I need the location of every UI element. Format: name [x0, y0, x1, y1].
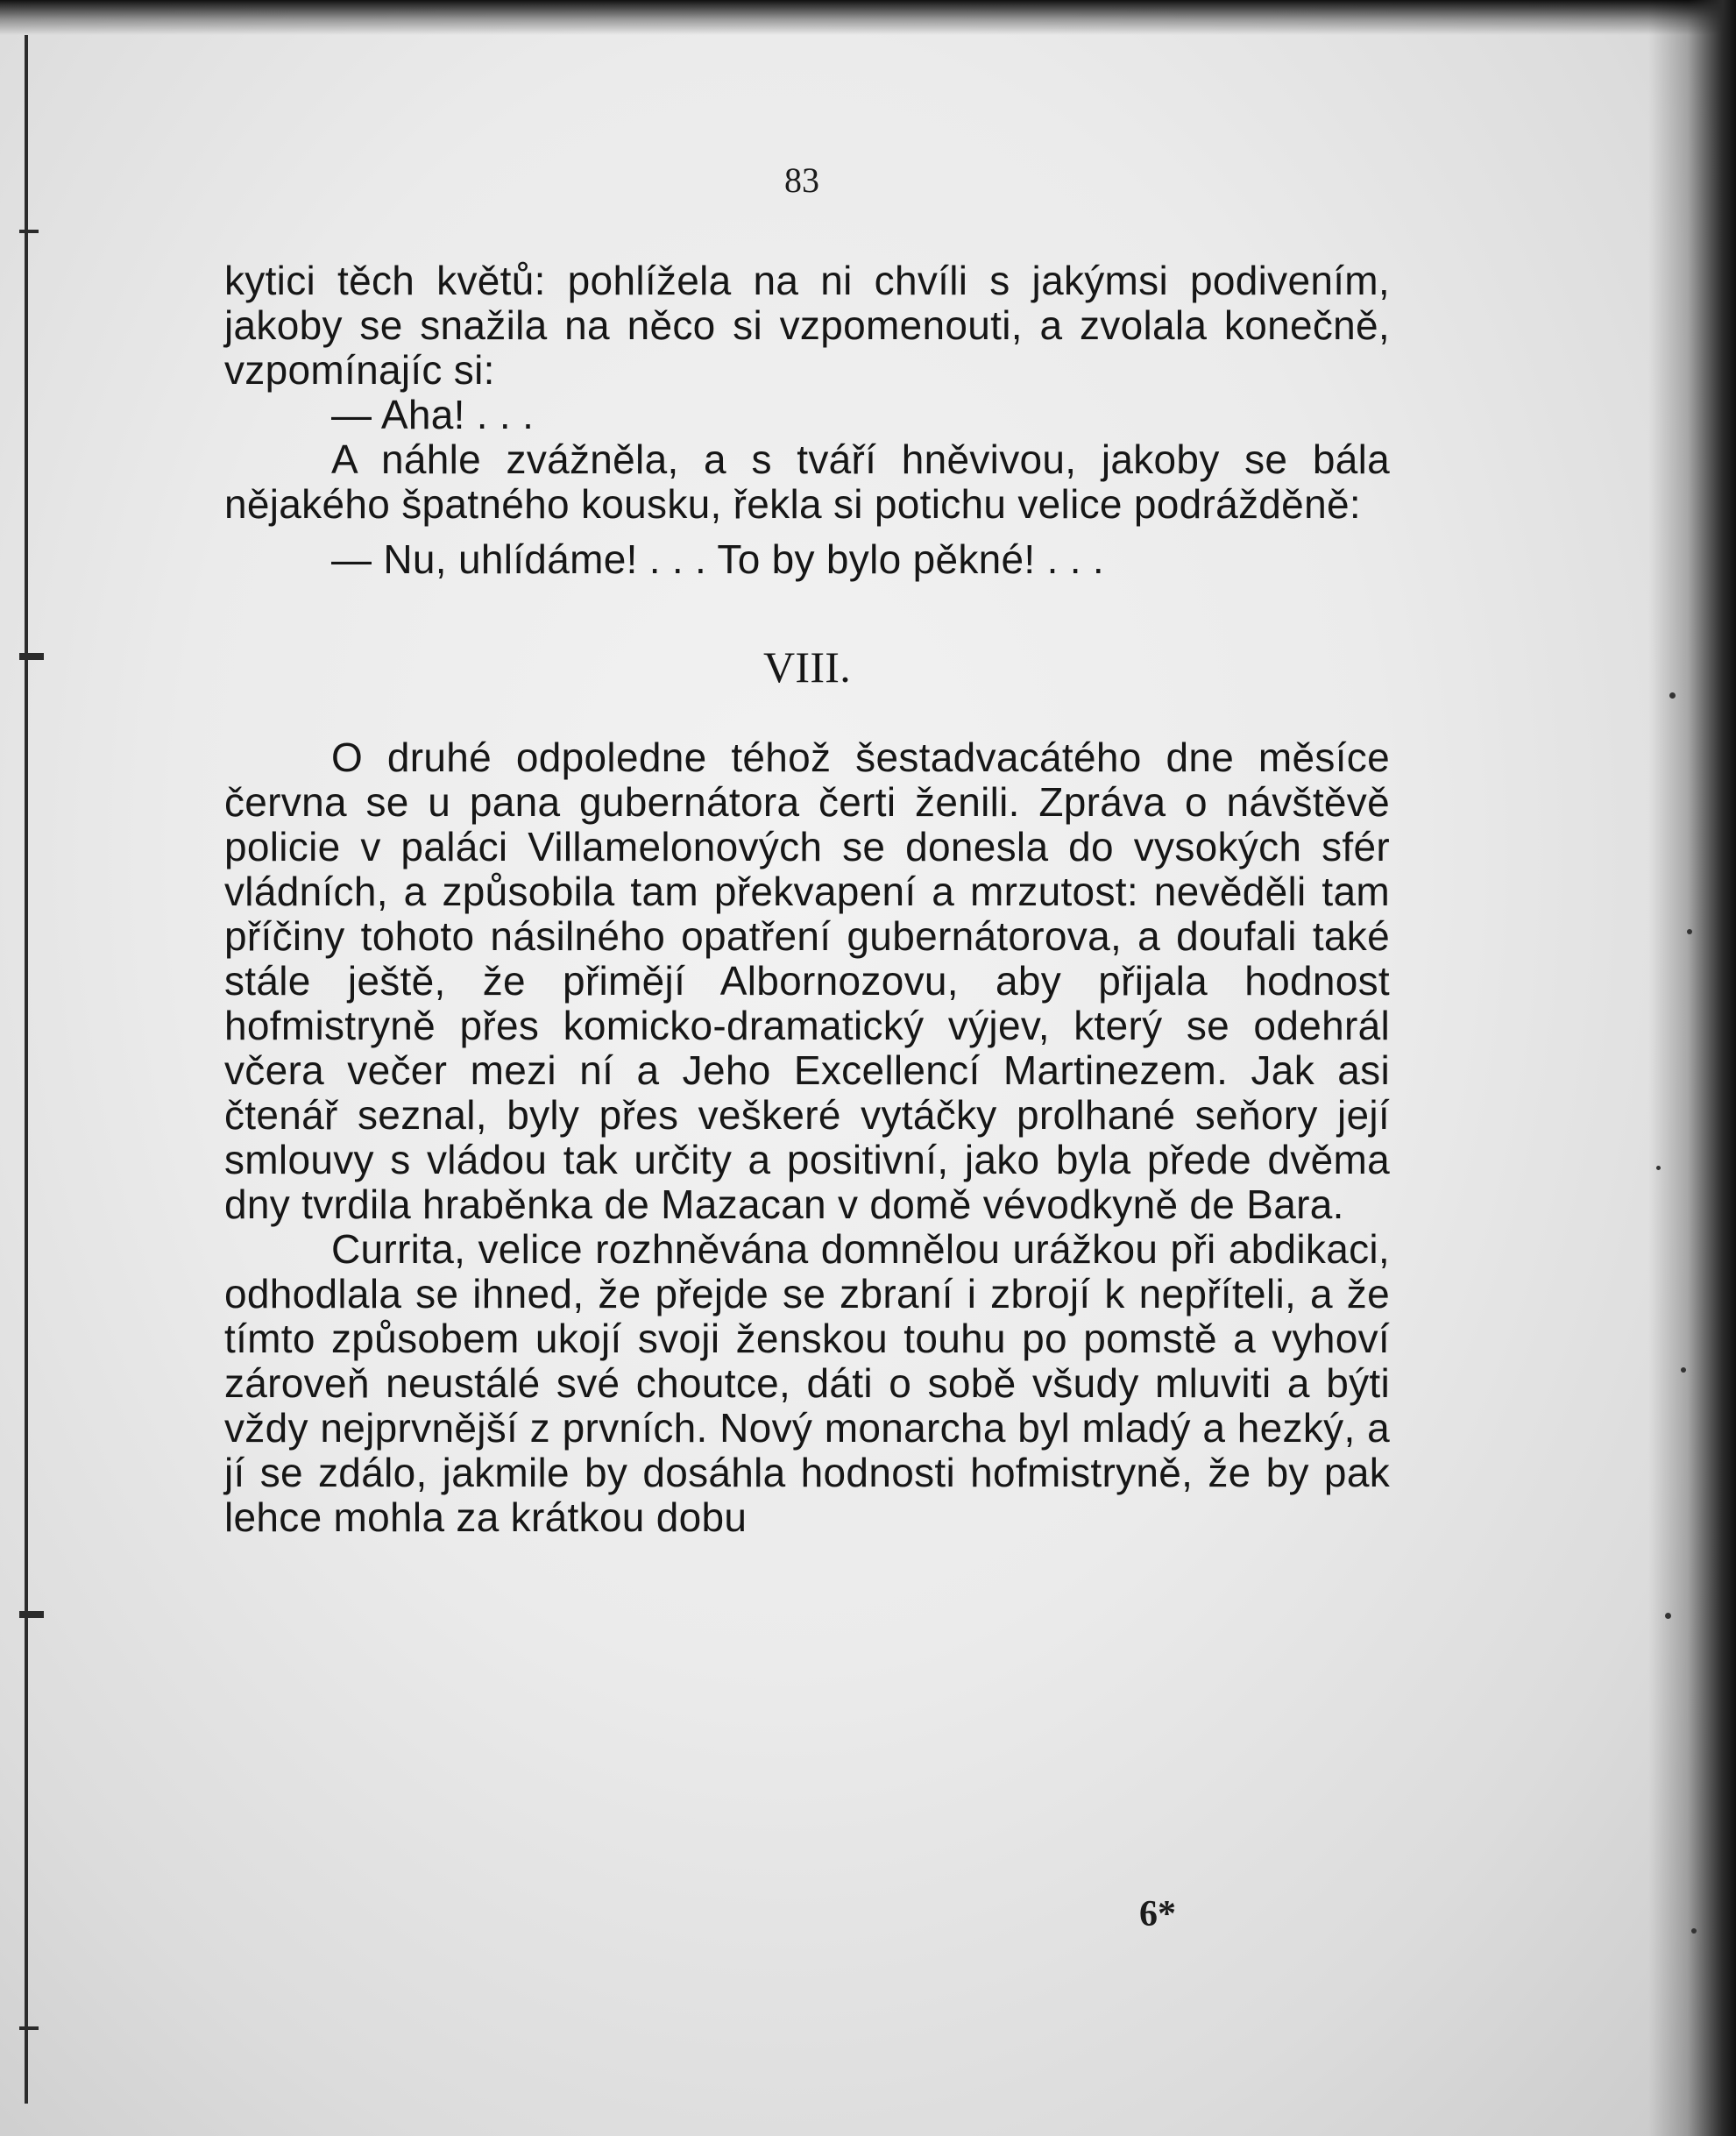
scan-speck	[1681, 1367, 1686, 1373]
scan-speck	[1691, 1928, 1697, 1934]
paragraph: Currita, velice rozhněvána domnělou urážkou při abdikaci, odhodlala se ihned, že přejde se zbraní i zbrojí k nepříteli, a že tímto způsobem ukojí svoji ženskou touhu po pomstě a vyhoví zároveň neustálé své choutce, dáti o sobě všudy mluviti a býti vždy nejprvnější z prvních. Nový monarcha byl mladý a hezký, a jí se zdálo, jakmile by dosáhla hodnosti hofmistryně, že by pak lehce mohla za krátkou dobu	[224, 1226, 1390, 1540]
dialog-line: — Aha! . . .	[331, 392, 535, 437]
paragraph: O druhé odpoledne téhož šestadvacátého dne měsíce června se u pana gubernátora čerti ženili. Zpráva o návštěvě policie v paláci Villamelonových se donesla do vysokých sfér vládních, a způsobila tam překvapení a mrzutost: nevěděli tam příčiny tohoto násilného opatření gubernátorova, a doufali také stále ještě, že přimějí Albornozovu, aby přijala hodnost hofmistryně přes komicko-dramatický výjev, který se odehrál včera večer mezi ní a Jeho Excellencí Martinezem. Jak asi čtenář seznal, byly přes veškeré vytáčky prolhané seňory její smlouvy s vládou tak určity a positivní, jako byla přede dvěma dny tvrdila hraběnka de Mazacan v domě vévodkyně de Bara.	[224, 734, 1390, 1227]
paragraph: kytici těch květů: pohlížela na ni chvíli s jakýmsi podivením, jakoby se snažila na něco si vzpomenouti, a zvolala konečně, vzpomínajíc si:	[224, 258, 1390, 393]
signature-mark: 6*	[1139, 1894, 1176, 1934]
paragraph: A náhle zvážněla, a s tváří hněvivou, jakoby se bála nějakého špatného kousku, řekla si potichu velice podrážděně:	[224, 436, 1390, 527]
margin-tick	[19, 2026, 39, 2030]
dialog-line: — Nu, uhlídáme! . . . To by bylo pěkné! . . .	[331, 536, 1104, 582]
chapter-heading: VIII.	[762, 642, 852, 692]
right-edge-shadow	[1648, 0, 1736, 2136]
scan-speck	[1665, 1613, 1671, 1619]
margin-tick	[19, 653, 44, 660]
body-text	[224, 259, 1390, 1540]
scan-speck	[1656, 1166, 1661, 1170]
top-edge-shadow	[0, 0, 1736, 35]
scan-speck	[1669, 692, 1676, 699]
page-number: 83	[784, 160, 819, 200]
margin-tick	[19, 230, 39, 233]
scan-speck	[1687, 929, 1692, 934]
margin-tick	[19, 1611, 44, 1618]
left-margin-rule	[25, 35, 28, 2104]
